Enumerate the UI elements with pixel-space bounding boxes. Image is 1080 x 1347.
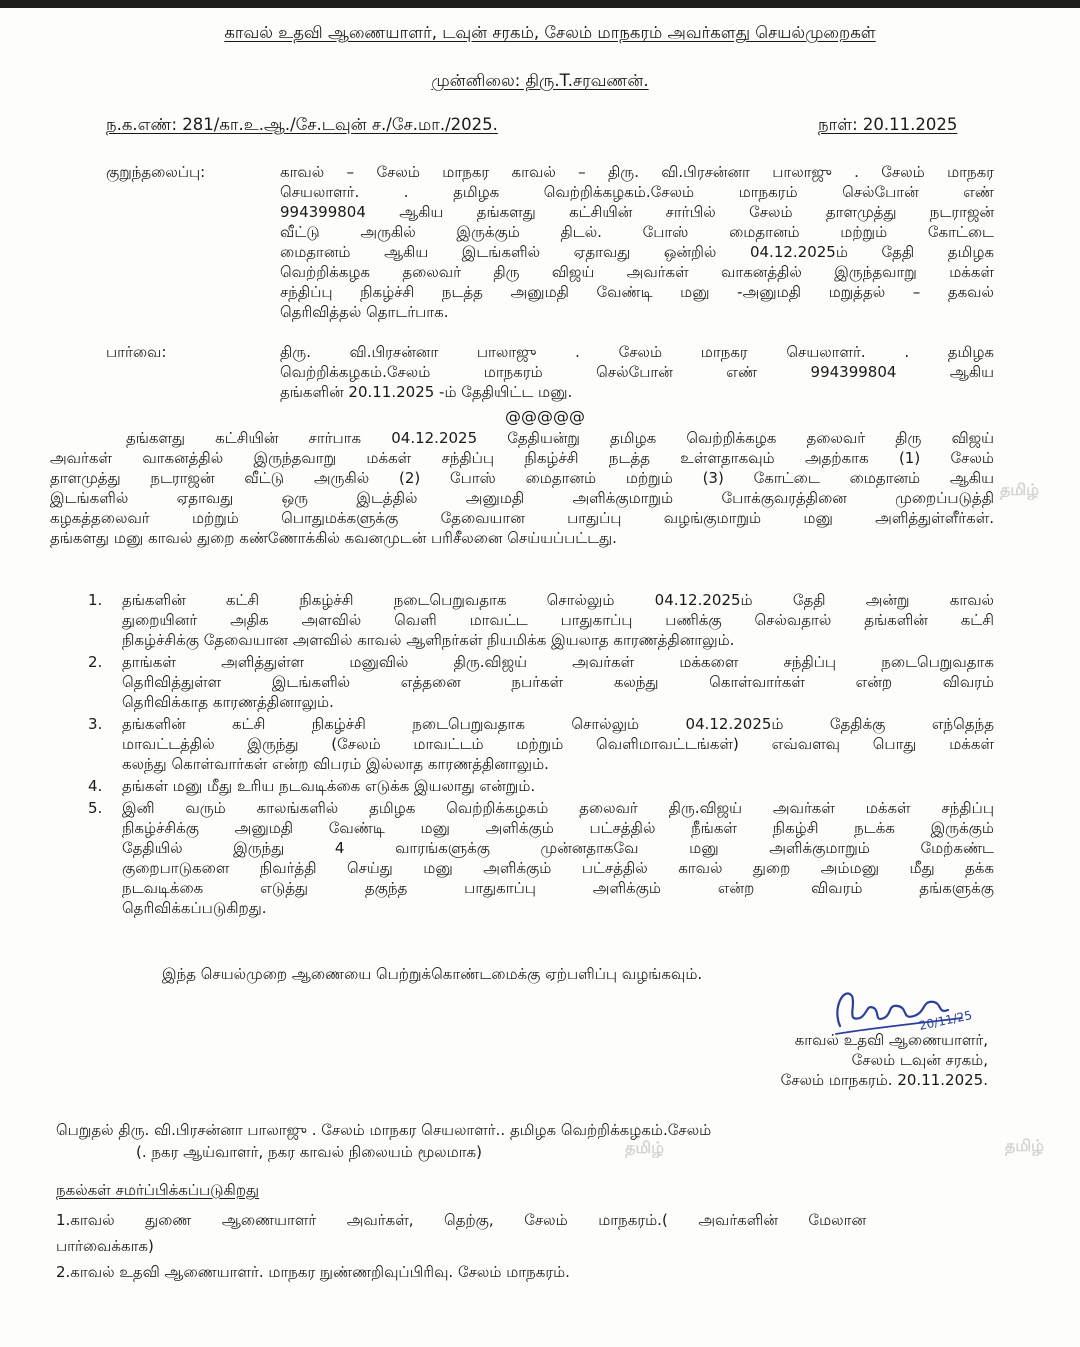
- points-list: [88, 590, 994, 918]
- point-line: தங்களின் கட்சி நிகழ்ச்சி நடைபெறுவதாக சொல்லும் 04.12.2025ம் தேதிக்கு எந்தெந்த: [122, 715, 994, 733]
- point-line: நிகழ்ச்சிக்கு தேவையான அளவில் காவல் ஆளிநர்கள் நியமிக்க இயலாத காரணத்தினாலும்.: [122, 631, 735, 649]
- signatory-designation: காவல் உதவி ஆணையாளர்,: [794, 1031, 988, 1049]
- point-number: 5.: [88, 799, 103, 817]
- point-line: நடவடிக்கை எடுத்து தகுந்த பாதுகாப்பு அளிக்கும் என்ற விவரம் தங்களுக்கு: [122, 879, 994, 897]
- subject-line: வீட்டு அருகில் இருக்கும் திடல். போஸ் மைதானம் மற்றும் கோட்டை: [280, 223, 994, 241]
- point-item: [88, 798, 994, 918]
- copy-item: பார்வைக்காக): [56, 1237, 154, 1255]
- presence-line: முன்னிலை: திரு.T.சரவணன்.: [431, 71, 649, 90]
- document-date: நாள்: 20.11.2025: [818, 115, 958, 134]
- point-item: [88, 652, 994, 712]
- intro-line: இடங்களில் ஏதாவது ஒரு இடத்தில் அனுமதி அளிக்குமாறும் போக்குவரத்தினை முறைப்படுத்தி: [50, 489, 994, 507]
- point-line: தாங்கள் அளித்துள்ள மனுவில் திரு.விஜய் அவர்கள் மக்களை சந்திப்பு நடைபெறுவதாக: [122, 653, 994, 671]
- top-dark-bar: [0, 0, 1080, 8]
- point-line: கலந்து கொள்வார்கள் என்ற விபரம் இல்லாத காரணத்தினாலும்.: [122, 755, 549, 773]
- point-line: துறையினர் அதிக அளவில் வெளி மாவட்ட பாதுகாப்பு பணிக்கு செல்வதால் தங்களின் கட்சி: [122, 611, 994, 629]
- copy-item: 2.காவல் உதவி ஆணையாளர். மாநகர நுண்ணறிவுப்பிரிவு. சேலம் மாநகரம்.: [56, 1263, 570, 1281]
- point-number: 3.: [88, 715, 103, 733]
- reference-line: வெற்றிக்கழகம்.சேலம் மாநகரம் செல்போன் எண் 994399804 ஆகிய: [280, 363, 994, 381]
- point-line: இனி வரும் காலங்களில் தமிழக வெற்றிக்கழகம் தலைவர் திரு.விஜய் அவர்கள் மக்கள் சந்திப்பு: [122, 799, 995, 817]
- subject-line: காவல் – சேலம் மாநகர காவல் – திரு. வி.பிரசன்னா பாலாஜு . சேலம் மாநகர: [280, 163, 994, 181]
- signatory-range: சேலம் டவுன் சரகம்,: [851, 1051, 988, 1069]
- subject-line: வெற்றிக்கழக தலைவர் திரு விஜய் அவர்கள் வாகனத்தில் இருந்தவாறு மக்கள்: [280, 263, 994, 281]
- intro-paragraph: [50, 428, 994, 548]
- recipient-line: பெறுதல் திரு. வி.பிரசன்னா பாலாஜு . சேலம் மாநகர செயலாளர்.. தமிழக வெற்றிக்கழகம்.சேலம்: [56, 1121, 712, 1139]
- signature-date: 20/11/25: [917, 1008, 974, 1033]
- reference-label: பார்வை:: [106, 343, 167, 361]
- reference-text: [280, 342, 994, 402]
- subject-label: குறுந்தலைப்பு:: [106, 163, 206, 181]
- point-line: தங்கள் மனு மீது உரிய நடவடிக்கை எடுக்க இயலாது என்றும்.: [122, 777, 536, 795]
- point-line: தெரிவிக்காத காரணத்தினாலும்.: [122, 693, 334, 711]
- watermark-text: தமிழ்: [1005, 1136, 1045, 1155]
- point-line: நிகழ்ச்சிக்கு அனுமதி வேண்டி மனு அளிக்கும் பட்சத்தில் நீங்கள் நிகழ்சி நடக்க இருக்கும்: [122, 819, 994, 837]
- signatory-city-date: சேலம் மாநகரம். 20.11.2025.: [780, 1071, 988, 1089]
- copy-item: 1.காவல் துணை ஆணையாளர் அவர்கள், தெற்கு, சேலம் மாநகரம்.( அவர்களின் மேலான: [56, 1211, 866, 1229]
- intro-line: தங்களது கட்சியின் சார்பாக 04.12.2025 தேதியன்று தமிழக வெற்றிக்கழக தலைவர் திரு விஜய்: [126, 429, 994, 447]
- copies-list: [56, 1210, 866, 1282]
- point-line: தெரிவித்துள்ள இடங்களில் எத்தனை நபர்கள் கலந்து கொள்வார்கள் என்ற விவரம்: [122, 673, 994, 691]
- watermark-text: தமிழ்: [1000, 480, 1040, 499]
- subject-line: மைதானம் ஆகிய இடங்களில் ஏதாவது ஒன்றில் 04.12.2025ம் தேதி தமிழக: [280, 243, 994, 261]
- separator-mark: @@@@@: [505, 407, 585, 426]
- point-line: மாவட்டத்தில் இருந்து (சேலம் மாவட்டம் மற்றும் வெளிமாவட்டங்கள்) எவ்வளவு பொது மக்கள்: [122, 735, 994, 753]
- subject-line: செயலாளர். . தமிழக வெற்றிக்கழகம்.சேலம் மாநகரம் செல்போன் எண்: [280, 183, 994, 201]
- copies-heading: நகல்கள் சமர்ப்பிக்கப்படுகிறது: [56, 1181, 260, 1199]
- point-line: தேதியில் இருந்து 4 வாரங்களுக்கு முன்னதாகவே மனு அளிக்குமாறும் மேற்கண்ட: [122, 839, 994, 857]
- point-line: குறைபாடுகளை நிவர்த்தி செய்து மனு அளிக்கும் பட்சத்தில் காவல் துறை அம்மனு மீது தக்க: [122, 859, 994, 877]
- subject-line: சந்திப்பு நிகழ்ச்சி நடத்த அனுமதி வேண்டி மனு -அனுமதி மறுத்தல் – தகவல்: [280, 283, 994, 301]
- watermark-text: தமிழ்: [625, 1138, 665, 1157]
- point-number: 1.: [88, 591, 103, 609]
- intro-line: தாளமுத்து நடராஜன் வீட்டு அருகில் (2) போஸ் மைதானம் மற்றும் (3) கோட்டை மைதானம் ஆகிய: [50, 469, 994, 487]
- reference-line: திரு. வி.பிரசன்னா பாலாஜு . சேலம் மாநகர செயலாளர். . தமிழக: [280, 343, 994, 361]
- reference-line: தங்களின் 20.11.2025 -ம் தேதியிட்ட மனு.: [280, 383, 573, 401]
- point-item: [88, 590, 994, 650]
- reference-number: ந.க.எண்: 281/கா.உ.ஆ./சே.டவுன் ச./சே.மா./2025.: [106, 115, 498, 134]
- point-number: 2.: [88, 653, 103, 671]
- point-number: 4.: [88, 777, 103, 795]
- point-line: தங்களின் கட்சி நிகழ்ச்சி நடைபெறுவதாக சொல்லும் 04.12.2025ம் தேதி அன்று காவல்: [122, 591, 994, 609]
- intro-line: தங்களது மனு காவல் துறை கண்ணோக்கில் கவனமுடன் பரிசீலனை செய்யப்பட்டது.: [50, 529, 617, 547]
- point-line: தெரிவிக்கப்படுகிறது.: [122, 899, 267, 917]
- subject-text: [280, 162, 994, 322]
- signature-block: [728, 1030, 988, 1090]
- subject-line: தெரிவித்தல் தொடர்பாக.: [280, 303, 449, 321]
- recipient-via: (. நகர ஆய்வாளர், நகர காவல் நிலையம் மூலமாக): [136, 1143, 482, 1161]
- document-page: [0, 8, 1080, 1347]
- point-item: [88, 776, 994, 796]
- intro-line: அவர்கள் வாகனத்தில் இருந்தவாறு மக்கள் சந்திப்பு நிகழ்ச்சி நடத்த உள்ளதாகவும் அதற்காக (1) சேலம்: [50, 449, 994, 467]
- point-item: [88, 714, 994, 774]
- closing-line: இந்த செயல்முறை ஆணையை பெற்றுக்கொண்டமைக்கு ஏற்பளிப்பு வழங்கவும்.: [162, 965, 703, 983]
- intro-line: கழகத்தலைவர் மற்றும் பொதுமக்களுக்கு தேவையான பாதுப்பு வழங்குமாறும் மனு அளித்துள்ளீர்கள்.: [50, 509, 994, 527]
- subject-line: 994399804 ஆகிய தங்களது கட்சியின் சார்பில் சேலம் தாளமுத்து நடராஜன்: [280, 203, 994, 221]
- document-title: காவல் உதவி ஆணையாளர், டவுன் சரகம், சேலம் மாநகரம் அவர்களது செயல்முறைகள்: [224, 23, 876, 42]
